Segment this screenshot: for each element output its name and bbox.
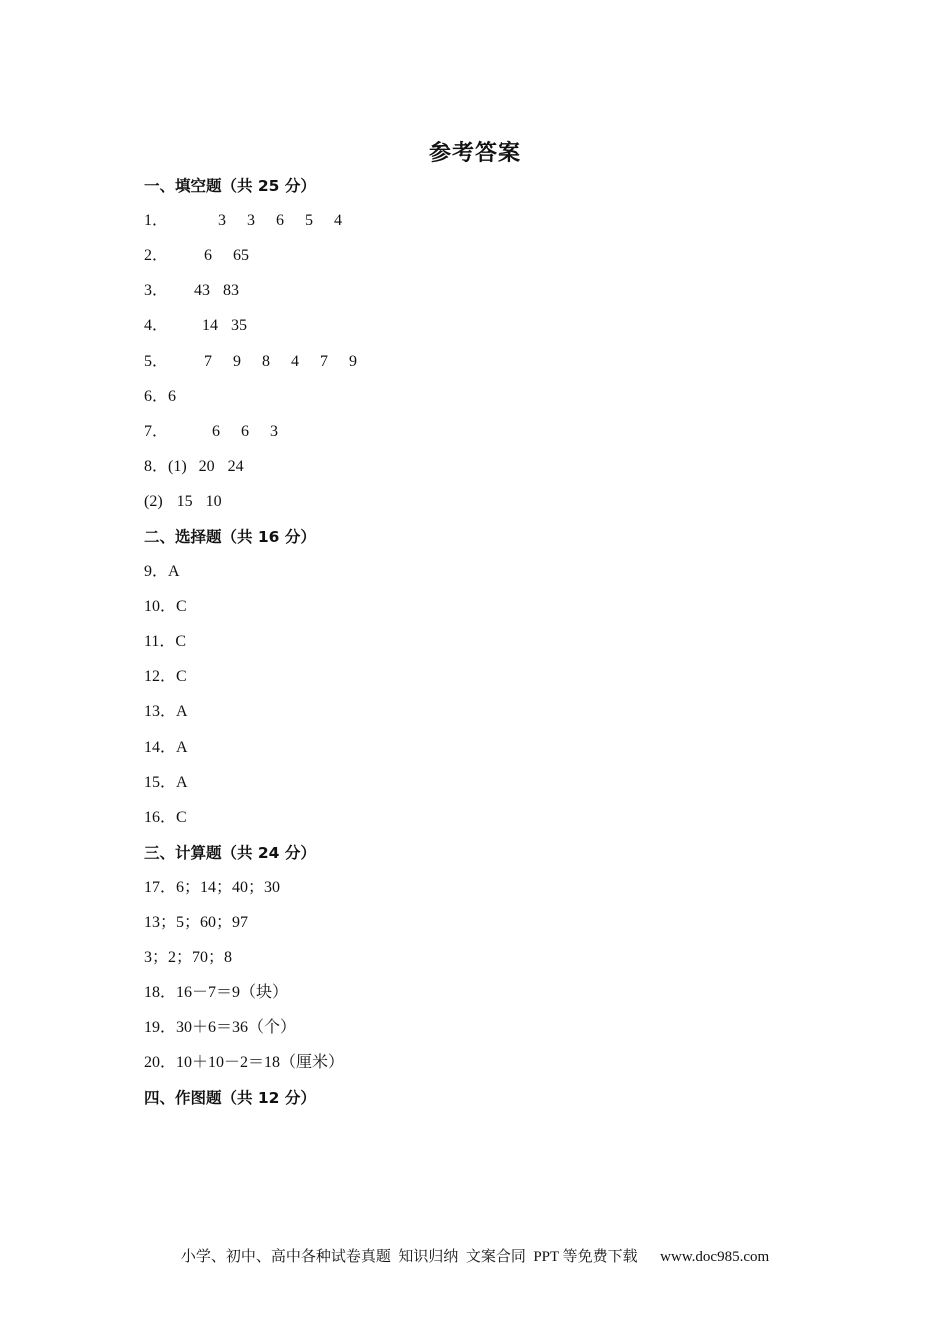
section-heading: 四、作图题（共 12 分） <box>144 1089 316 1108</box>
answer-values <box>176 737 205 759</box>
answer-value: 83 <box>223 282 240 300</box>
answer-value: 65 <box>233 247 250 265</box>
answer-value: C <box>176 808 187 826</box>
answer-value: 7 <box>320 352 329 370</box>
answer-value: 6 <box>212 422 221 440</box>
answer-value: A <box>176 738 188 756</box>
answer-value: 8 <box>262 352 271 370</box>
answer-line: 17．6；14；40；30 <box>144 878 281 896</box>
answer-values <box>204 351 378 373</box>
answer-item <box>144 350 844 385</box>
answer-value: 7 <box>204 352 213 370</box>
answer-value: 14 <box>202 317 219 335</box>
question-number: 11． <box>144 633 176 651</box>
answer-value: 3 <box>270 422 279 440</box>
answer-value: 6 <box>276 212 285 230</box>
answer-value: C <box>176 598 187 616</box>
question-number: 6． <box>144 387 169 405</box>
answer-item <box>144 386 844 421</box>
answer-value: C <box>176 668 187 686</box>
answer-line: 3；2；70；8 <box>144 949 233 967</box>
question-number: 7． <box>144 422 169 440</box>
answer-line: 19．30＋6＝36（个） <box>144 1019 297 1037</box>
answer-value: 6 <box>168 387 177 405</box>
question-number: 5． <box>144 352 169 370</box>
answer-item <box>144 701 844 736</box>
question-number: 16． <box>144 808 177 826</box>
answer-item <box>144 631 844 666</box>
footer-text: 小学、初中、高中各种试卷真题 知识归纳 文案合同 PPT 等免费下载 www.doc985.com <box>180 1249 770 1265</box>
answer-value: 10 <box>205 492 222 510</box>
answer-values <box>168 561 197 583</box>
answer-value: 4 <box>291 352 300 370</box>
answer-line: 18．16－7＝9（块） <box>144 984 289 1002</box>
answer-line: 13；5；60；97 <box>144 914 249 932</box>
answer-item <box>144 456 844 491</box>
answer-line: 20．10＋10－2＝18（厘米） <box>144 1054 345 1072</box>
answer-list <box>144 175 844 1123</box>
answer-item <box>144 737 844 772</box>
answer-value: 6 <box>241 422 250 440</box>
question-number: (2) <box>144 492 163 510</box>
answer-value: 3 <box>247 212 256 230</box>
question-number: 13． <box>144 703 177 721</box>
question-number: 8．(1) <box>144 457 187 475</box>
answer-item <box>144 280 844 315</box>
answer-value: 9 <box>349 352 358 370</box>
answer-values <box>168 386 197 408</box>
answer-value: A <box>176 703 188 721</box>
answer-item <box>144 596 844 631</box>
answer-value: 24 <box>227 457 244 475</box>
question-number: 14． <box>144 738 177 756</box>
answer-values <box>194 280 252 302</box>
question-number: 12． <box>144 668 177 686</box>
answer-value: 3 <box>218 212 227 230</box>
question-number: 15． <box>144 773 177 791</box>
answer-value: 9 <box>233 352 242 370</box>
answer-value: C <box>175 633 187 651</box>
answer-values <box>199 456 257 478</box>
question-number: 10． <box>144 598 177 616</box>
answer-item <box>144 807 844 842</box>
answer-item <box>144 245 844 280</box>
answer-item <box>144 421 844 456</box>
answer-value: A <box>168 563 180 581</box>
answer-item <box>144 315 844 350</box>
answer-values <box>175 631 204 653</box>
answer-item <box>144 772 844 807</box>
page-title: 参考答案 <box>428 141 521 166</box>
answer-values <box>218 210 363 232</box>
answer-item <box>144 666 844 701</box>
answer-item <box>144 561 844 596</box>
answer-values <box>204 245 262 267</box>
answer-item <box>144 210 844 245</box>
answer-value: A <box>176 773 188 791</box>
section-heading: 一、填空题（共 25 分） <box>144 177 316 196</box>
answer-values <box>176 596 205 618</box>
answer-value: 5 <box>305 212 314 230</box>
answer-values <box>176 666 205 688</box>
answer-values <box>202 315 260 337</box>
question-number: 3． <box>144 282 169 300</box>
answer-values <box>176 807 205 829</box>
answer-item <box>144 491 844 526</box>
answer-values <box>177 491 235 513</box>
answer-value: 6 <box>204 247 213 265</box>
question-number: 1． <box>144 212 169 230</box>
section-heading: 三、计算题（共 24 分） <box>144 843 316 862</box>
question-number: 4． <box>144 317 169 335</box>
answer-value: 35 <box>231 317 248 335</box>
answer-values <box>212 421 299 443</box>
answer-value: 43 <box>194 282 211 300</box>
answer-value: 15 <box>176 492 193 510</box>
question-number: 2． <box>144 247 169 265</box>
answer-values <box>176 701 205 723</box>
answer-value: 20 <box>198 457 215 475</box>
question-number: 9． <box>144 563 169 581</box>
section-heading: 二、选择题（共 16 分） <box>144 527 316 546</box>
answer-values <box>176 772 205 794</box>
answer-value: 4 <box>334 212 343 230</box>
